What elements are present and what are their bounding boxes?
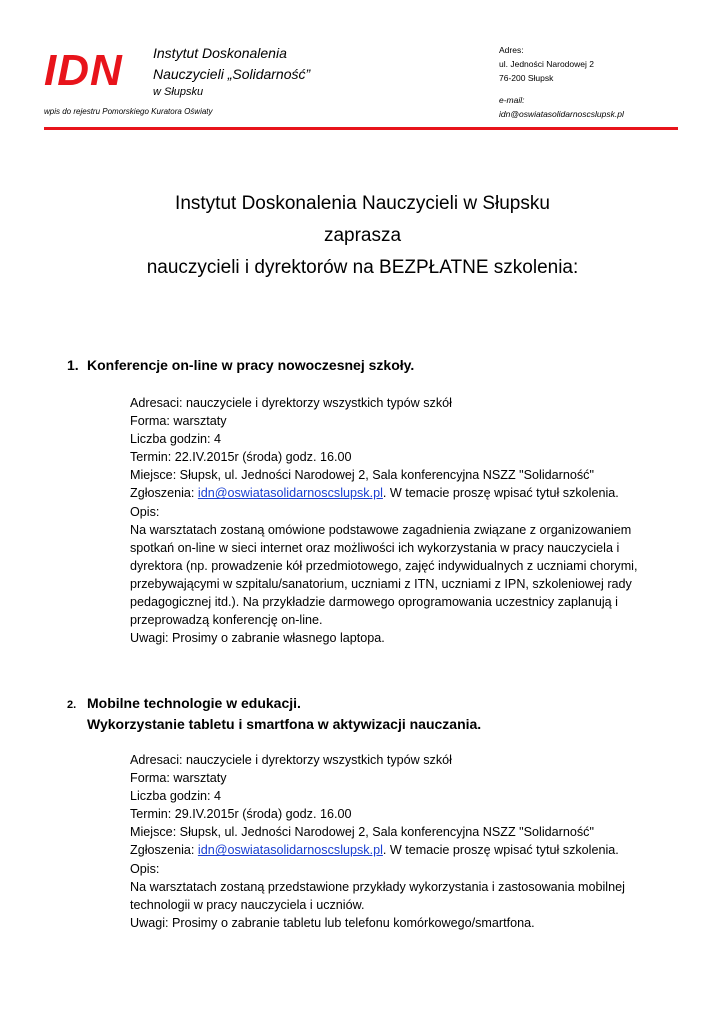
invitation-headline bbox=[0, 188, 725, 284]
section-2-signup-prefix: Zgłoszenia: bbox=[130, 843, 198, 858]
section-2-title-text: Mobilne technologie w edukacji. bbox=[87, 695, 301, 711]
section-1-hours: Liczba godzin: 4 bbox=[130, 432, 222, 447]
section-1-audience: Adresaci: nauczyciele i dyrektorzy wszystkich typów szkół bbox=[130, 396, 452, 410]
section-1-description-line: Na warsztatach zostaną omówione podstawowe zagadnienia związane z organizowaniem bbox=[130, 522, 632, 537]
idn-logo: IDN bbox=[44, 46, 123, 95]
section-2-date: Termin: 29.IV.2015r (środa) godz. 16.00 bbox=[130, 807, 352, 822]
section-1-title-text: Konferencje on-line w pracy nowoczesnej szkoły. bbox=[87, 357, 415, 373]
section-2-email-link[interactable]: idn@oswiatasolidarnoscslupsk.pl bbox=[197, 843, 383, 858]
section-2-notes: Uwagi: Prosimy o zabranie tabletu lub telefonu komórkowego/smartfona. bbox=[130, 915, 535, 930]
institute-name-line1: Instytut Doskonalenia bbox=[153, 45, 287, 61]
contact-block bbox=[499, 43, 624, 121]
section-1-description-line: pedagogicznej itd.). Na przykładzie darmowego oprogramowania uczestnicy zaplanują i bbox=[130, 595, 618, 610]
section-2-description-line: technologii w pracy nauczyciela i uczniów. bbox=[130, 897, 365, 912]
section-1-notes: Uwagi: Prosimy o zabranie własnego laptopa. bbox=[130, 631, 385, 646]
headline-line1: Instytut Doskonalenia Nauczycieli w Słupsku bbox=[175, 193, 550, 214]
section-2-audience: Adresaci: nauczyciele i dyrektorzy wszystkich typów szkół bbox=[130, 753, 452, 767]
section-2-form: Forma: warsztaty bbox=[130, 771, 227, 786]
section-2-description-line: Na warsztatach zostaną przedstawione przykłady wykorzystania i zastosowania mobilnej bbox=[130, 879, 625, 894]
section-2-title bbox=[67, 694, 481, 734]
section-2-title-line2: Wykorzystanie tabletu i smartfona w aktywizacji nauczania. bbox=[87, 716, 482, 732]
header-divider bbox=[44, 127, 678, 130]
institute-name bbox=[153, 43, 310, 85]
section-1-description-line: przeprowadzą konferencję on-line. bbox=[130, 613, 323, 628]
section-2-hours: Liczba godzin: 4 bbox=[130, 789, 222, 804]
section-1-place: Miejsce: Słupsk, ul. Jedności Narodowej 2, Sala konferencyjna NSZZ "Solidarność" bbox=[130, 468, 594, 483]
section-1-title bbox=[67, 356, 414, 375]
institute-city: w Słupsku bbox=[153, 86, 204, 98]
headline-line2: zaprasza bbox=[323, 225, 402, 246]
section-1-description-line: spotkań on-line w sieci internet oraz możliwości ich wykorzystania w pracy nauczyciela i bbox=[130, 540, 620, 555]
section-1-description-label: Opis: bbox=[130, 504, 160, 519]
section-2-details bbox=[130, 751, 670, 932]
section-2-signup-suffix: . W temacie proszę wpisać tytuł szkolenia. bbox=[382, 843, 619, 858]
section-1-form: Forma: warsztaty bbox=[130, 414, 227, 429]
address-label: Adres: bbox=[499, 45, 524, 55]
headline-line3: nauczycieli i dyrektorów na BEZPŁATNE szkolenia: bbox=[146, 257, 579, 278]
section-1-signup bbox=[130, 484, 670, 502]
institute-name-line2: Nauczycieli „Solidarność” bbox=[153, 66, 311, 82]
section-1-signup-prefix: Zgłoszenia: bbox=[130, 486, 198, 501]
email-value: idn@oswiatasolidarnoscslupsk.pl bbox=[499, 109, 624, 119]
address-line2: 76-200 Słupsk bbox=[499, 73, 554, 83]
section-1-signup-suffix: . W temacie proszę wpisać tytuł szkolenia. bbox=[382, 486, 619, 501]
section-1-description-line: dyrektora (np. prowadzenie kół przedmiotowego, zajęć indywidualnych z uczniami chorymi, bbox=[130, 558, 638, 573]
section-1-number: 1. bbox=[67, 357, 79, 373]
section-2-place: Miejsce: Słupsk, ul. Jedności Narodowej 2, Sala konferencyjna NSZZ "Solidarność" bbox=[130, 825, 594, 840]
section-1-date: Termin: 22.IV.2015r (środa) godz. 16.00 bbox=[130, 450, 352, 465]
address-line1: ul. Jedności Narodowej 2 bbox=[499, 59, 594, 69]
section-2-description-label: Opis: bbox=[130, 861, 160, 876]
section-2-signup bbox=[130, 841, 670, 859]
registry-note: wpis do rejestru Pomorskiego Kuratora Oświaty bbox=[44, 107, 213, 116]
section-2-number: 2. bbox=[67, 699, 77, 711]
section-1-email-link[interactable]: idn@oswiatasolidarnoscslupsk.pl bbox=[197, 486, 383, 501]
section-1-description-line: przebywającymi w szpitalu/sanatorium, uczniami z ITN, uczniami z IPN, szkoleniowej rady bbox=[130, 576, 632, 591]
section-1-details bbox=[130, 394, 670, 647]
email-label: e-mail: bbox=[499, 95, 525, 105]
